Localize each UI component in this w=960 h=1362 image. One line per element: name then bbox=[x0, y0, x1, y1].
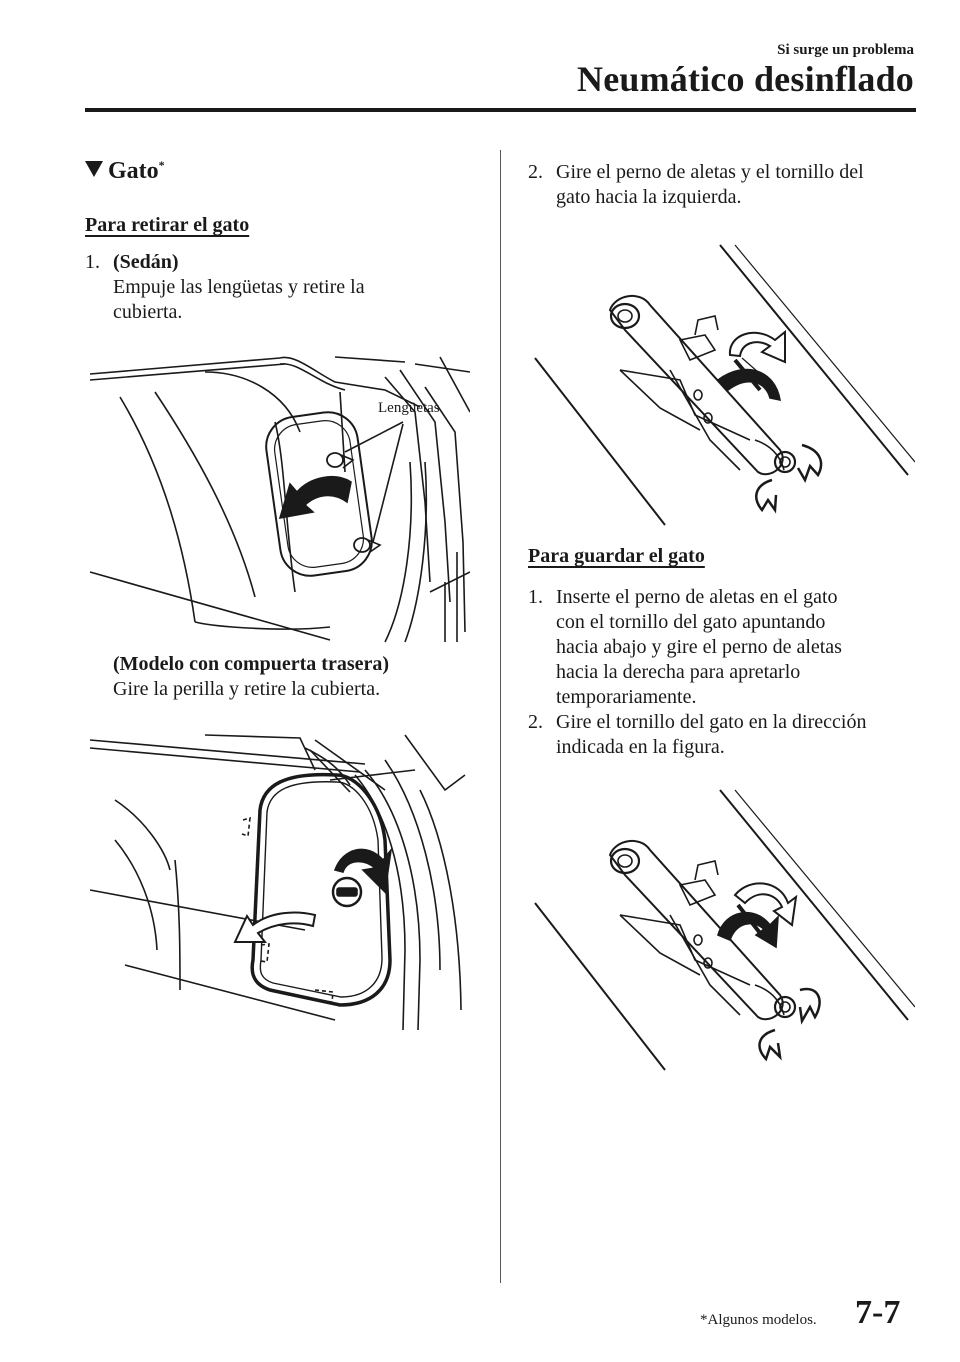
step-number: 1. bbox=[85, 251, 100, 273]
column-divider bbox=[500, 150, 501, 1283]
store-step-1 bbox=[528, 585, 928, 710]
hatchback-cover-illustration bbox=[85, 730, 470, 1030]
header-rule bbox=[85, 108, 916, 112]
jack-loosen-illustration bbox=[530, 240, 915, 530]
tabs-callout-label: Lengüetas bbox=[378, 400, 440, 416]
sedan-cover-drawing bbox=[85, 352, 470, 644]
hatchback-step bbox=[113, 652, 493, 702]
step-line: hacia la derecha para apretarlo bbox=[556, 661, 801, 683]
subheading-remove-jack: Para retirar el gato bbox=[85, 214, 250, 236]
step-number: 2. bbox=[528, 711, 543, 733]
store-step-2 bbox=[528, 710, 948, 760]
step-number: 2. bbox=[528, 161, 543, 183]
jack-loosen-drawing bbox=[530, 240, 915, 530]
asterisk-marker: * bbox=[158, 158, 165, 172]
jack-tighten-illustration bbox=[530, 785, 915, 1075]
page-title: Neumático desinflado bbox=[577, 59, 914, 99]
step-line: indicada en la figura. bbox=[556, 736, 725, 758]
step-line: Inserte el perno de aletas en el gato bbox=[556, 586, 838, 608]
footnote: *Algunos modelos. bbox=[700, 1312, 817, 1328]
step-title: (Sedán) bbox=[113, 251, 179, 273]
triangle-bullet-icon bbox=[85, 161, 103, 177]
remove-step-2 bbox=[528, 160, 928, 210]
remove-step-1 bbox=[85, 250, 485, 325]
sedan-cover-illustration bbox=[85, 352, 470, 644]
step-line: Gire el tornillo del gato en la dirección bbox=[556, 711, 867, 733]
section-heading bbox=[85, 158, 165, 185]
subheading-store-jack: Para guardar el gato bbox=[528, 545, 705, 567]
step-line: con el tornillo del gato apuntando bbox=[556, 611, 826, 633]
page-number: 7-7 bbox=[855, 1294, 901, 1331]
step-line: cubierta. bbox=[113, 301, 183, 323]
hatchback-cover-drawing bbox=[85, 730, 470, 1030]
hatch-title: (Modelo con compuerta trasera) bbox=[113, 653, 390, 675]
step-number: 1. bbox=[528, 586, 543, 608]
step-line: Empuje las lengüetas y retire la bbox=[113, 276, 365, 298]
step-line: hacia abajo y gire el perno de aletas bbox=[556, 636, 842, 658]
section-heading-text: Gato bbox=[108, 158, 159, 184]
section-label: Si surge un problema bbox=[777, 42, 914, 58]
step-line: Gire el perno de aletas y el tornillo del bbox=[556, 161, 864, 183]
step-line: temporariamente. bbox=[556, 686, 697, 708]
hatch-text: Gire la perilla y retire la cubierta. bbox=[113, 678, 381, 700]
jack-tighten-drawing bbox=[530, 785, 915, 1075]
step-line: gato hacia la izquierda. bbox=[556, 186, 742, 208]
